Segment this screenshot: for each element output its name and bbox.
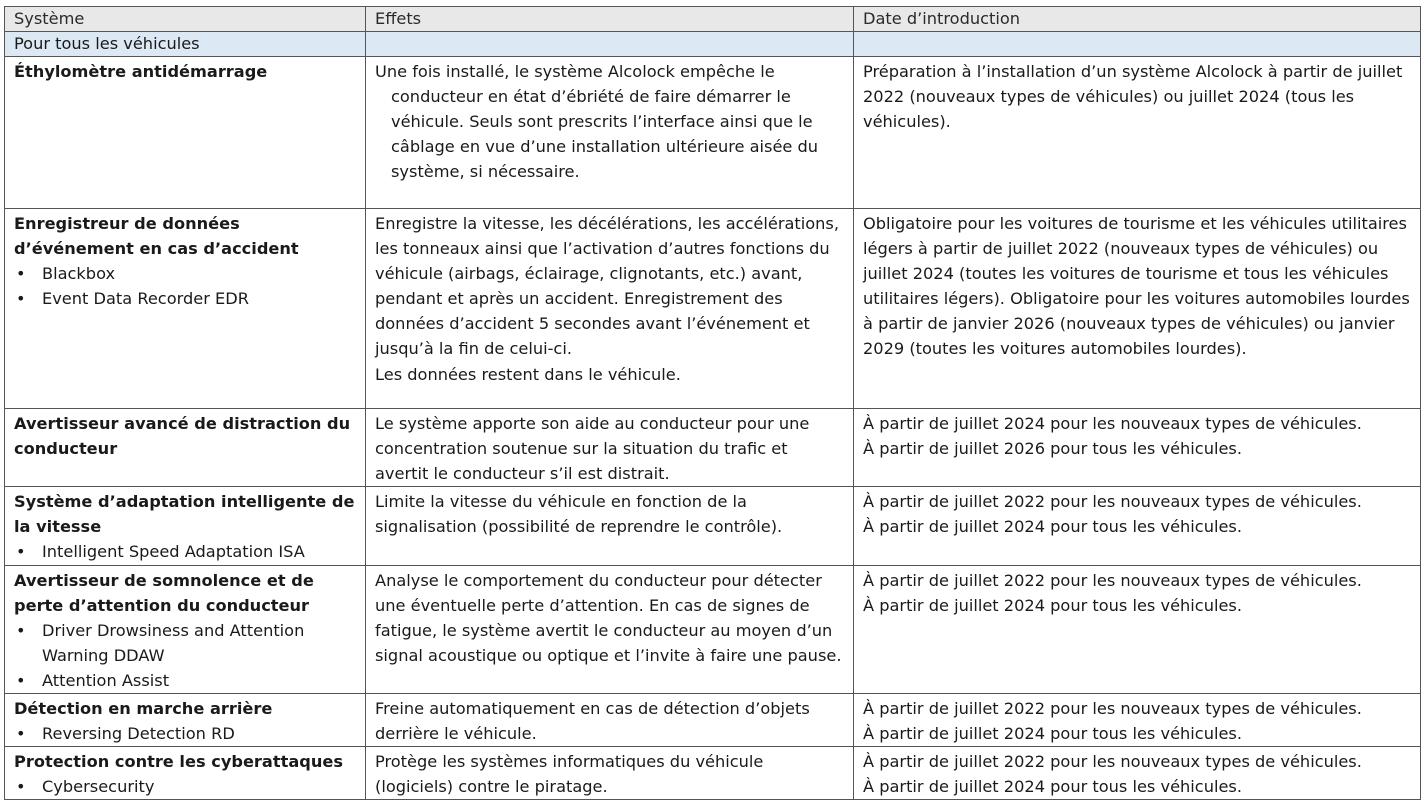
introduction-date-text: À partir de juillet 2022 pour les nouveaux types de véhicules. xyxy=(863,492,1362,512)
introduction-date-text: À partir de juillet 2024 pour tous les véhicules. xyxy=(863,595,1242,615)
system-alias: • Attention Assist xyxy=(14,668,357,693)
system-cell xyxy=(5,747,366,800)
system-aliases-list xyxy=(14,539,357,564)
effects-text: Une fois installé, le système Alcolock empêche le conducteur en état d’ébriété de faire démarrer le véhicule. Seuls sont prescrits l’interface ainsi que le câblage en vue d’une installation ultérieure aisée du système, si nécessaire. xyxy=(375,62,819,182)
introduction-date-text: À partir de juillet 2024 pour tous les véhicules. xyxy=(863,724,1242,744)
system-cell xyxy=(5,565,366,693)
table-body xyxy=(5,32,1421,800)
effects-cell xyxy=(366,209,854,409)
introduction-date-text: Préparation à l’installation d’un système Alcolock à partir de juillet 2022 (nouveaux types de véhicules) ou juillet 2024 (tous les véhicules). xyxy=(863,62,1403,132)
system-name: Protection contre les cyberattaques xyxy=(14,752,343,772)
introduction-date-text: Obligatoire pour les voitures de tourisme et les véhicules utilitaires légers à partir de juillet 2022 (nouveaux types de véhicules) ou juillet 2024 (toutes les voitures de tourisme et tous les véhicules utilitaires légers). Obligatoire pour les voitures automobiles lourdes à partir de janvier 2026 (nouveaux types de véhicules) ou janvier 2029 (toutes les voitures automobiles lourdes). xyxy=(863,214,1410,359)
table-row xyxy=(5,747,1421,800)
header-row xyxy=(5,7,1421,32)
system-name: Détection en marche arrière xyxy=(14,699,273,719)
effects-text: Analyse le comportement du conducteur pour détecter une éventuelle perte d’attention. En cas de signes de fatigue, le système avertit le conducteur au moyen d’un signal acoustique ou optique et l’invite à faire une pause. xyxy=(375,570,842,665)
table-row xyxy=(5,565,1421,693)
introduction-date-cell xyxy=(854,747,1421,800)
system-cell xyxy=(5,209,366,409)
table-row xyxy=(5,209,1421,409)
effects-text: Limite la vitesse du véhicule en fonction de la signalisation (possibilité de reprendre le contrôle). xyxy=(375,492,783,537)
effects-cell xyxy=(366,747,854,800)
system-alias: • Driver Drowsiness and Attention Warning DDAW xyxy=(14,618,357,668)
vehicle-systems-table xyxy=(4,6,1421,800)
introduction-date-text: À partir de juillet 2024 pour tous les véhicules. xyxy=(863,517,1242,537)
system-alias: • Blackbox xyxy=(14,261,357,286)
table-row xyxy=(5,694,1421,747)
table-row xyxy=(5,57,1421,209)
effects-cell xyxy=(366,565,854,693)
effects-text: Freine automatiquement en cas de détection d’objets derrière le véhicule. xyxy=(375,699,810,744)
effects-text: Protège les systèmes informatiques du véhicule (logiciels) contre le piratage. xyxy=(375,752,764,797)
system-aliases-list xyxy=(14,261,357,311)
section-label: Pour tous les véhicules xyxy=(5,32,366,57)
introduction-date-cell xyxy=(854,565,1421,693)
header-effects: Effets xyxy=(366,7,854,32)
system-aliases-list xyxy=(14,774,357,799)
system-name: Avertisseur avancé de distraction du conducteur xyxy=(14,414,351,459)
table-row xyxy=(5,409,1421,487)
system-name: Enregistreur de données d’événement en cas d’accident xyxy=(14,214,299,259)
header-system: Système xyxy=(5,7,366,32)
introduction-date-cell xyxy=(854,409,1421,487)
system-cell xyxy=(5,694,366,747)
system-cell xyxy=(5,409,366,487)
introduction-date-text: À partir de juillet 2022 pour les nouveaux types de véhicules. xyxy=(863,570,1362,590)
system-cell xyxy=(5,487,366,565)
effects-cell xyxy=(366,487,854,565)
introduction-date-cell xyxy=(854,487,1421,565)
introduction-date-text: À partir de juillet 2022 pour les nouveaux types de véhicules. xyxy=(863,699,1362,719)
section-empty-cell xyxy=(366,32,854,57)
introduction-date-cell xyxy=(854,209,1421,409)
effects-text: Enregistre la vitesse, les décélérations, les accélérations, les tonneaux ainsi que l’activation d’autres fonctions du véhicule (airbags, éclairage, clignotants, etc.) avant, pendant et après un accident. Enregistrement des données d’accident 5 secondes avant l’événement et jusqu’à la fin de celui-ci. xyxy=(375,214,839,359)
introduction-date-text: À partir de juillet 2024 pour tous les véhicules. xyxy=(863,777,1242,797)
system-alias: • Event Data Recorder EDR xyxy=(14,286,357,311)
system-alias: • Reversing Detection RD xyxy=(14,721,357,746)
effects-text: Les données restent dans le véhicule. xyxy=(375,364,681,384)
effects-cell xyxy=(366,409,854,487)
introduction-date-text: À partir de juillet 2026 pour tous les véhicules. xyxy=(863,439,1242,459)
system-name: Avertisseur de somnolence et de perte d’attention du conducteur xyxy=(14,570,314,615)
system-cell xyxy=(5,57,366,209)
system-alias: • Intelligent Speed Adaptation ISA xyxy=(14,539,357,564)
introduction-date-text: À partir de juillet 2022 pour les nouveaux types de véhicules. xyxy=(863,752,1362,772)
system-alias: • Cybersecurity xyxy=(14,774,357,799)
effects-cell xyxy=(366,694,854,747)
header-date: Date d’introduction xyxy=(854,7,1421,32)
effects-text: Le système apporte son aide au conducteur pour une concentration soutenue sur la situation du trafic et avertit le conducteur s’il est distrait. xyxy=(375,414,810,484)
effects-cell xyxy=(366,57,854,209)
introduction-date-cell xyxy=(854,694,1421,747)
system-name: Système d’adaptation intelligente de la vitesse xyxy=(14,492,355,537)
section-empty-cell xyxy=(854,32,1421,57)
table-row xyxy=(5,487,1421,565)
system-aliases-list xyxy=(14,721,357,746)
section-row xyxy=(5,32,1421,57)
system-aliases-list xyxy=(14,618,357,693)
introduction-date-cell xyxy=(854,57,1421,209)
introduction-date-text: À partir de juillet 2024 pour les nouveaux types de véhicules. xyxy=(863,414,1362,433)
system-name: Éthylomètre antidémarrage xyxy=(14,62,268,81)
